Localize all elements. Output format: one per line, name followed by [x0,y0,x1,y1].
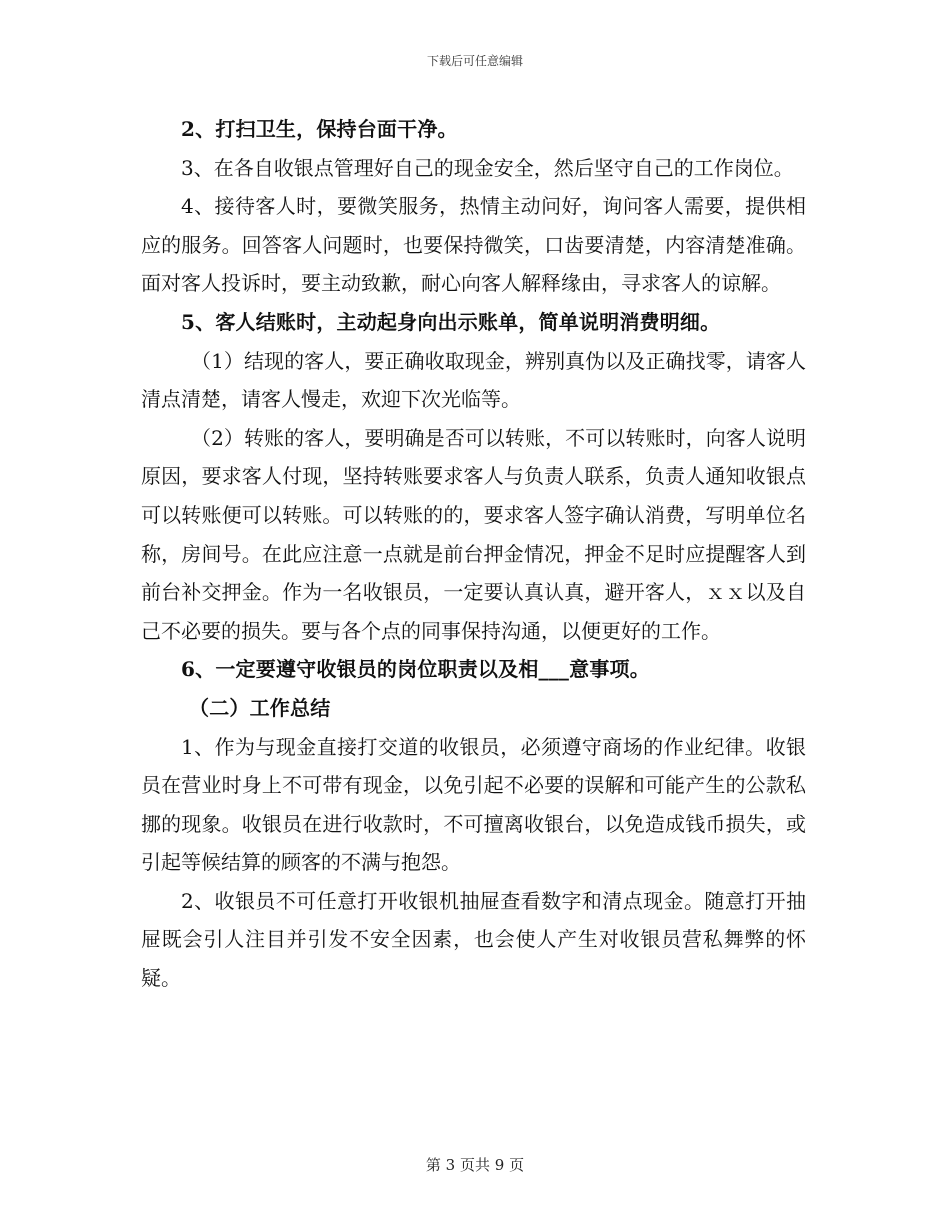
item-3-paragraph: 3、在各自收银点管理好自己的现金安全，然后坚守自己的工作岗位。 [181,155,794,180]
item-6-heading: 6、一定要遵守收银员的岗位职责以及相___意事项。 [181,657,650,682]
document-body [141,110,806,998]
item-5-1-paragraph: （1）结现的客人，要正确收取现金，辨别真伪以及正确找零，请客人清点清楚，请客人慢走，欢迎下次光临等。 [141,348,806,412]
summary-item-2-paragraph: 2、收银员不可任意打开收银机抽屉查看数字和清点现金。随意打开抽屉既会引人注目并引发不安全因素，也会使人产生对收银员营私舞弊的怀疑。 [141,888,806,991]
item-4-paragraph: 4、接待客人时，要微笑服务，热情主动问好，询问客人需要，提供相应的服务。回答客人问题时，也要保持微笑，口齿要清楚，内容清楚准确。面对客人投诉时，要主动致歉，耐心向客人解释缘由，寻求客人的谅解。 [141,194,806,296]
section-2-heading: （二）工作总结 [189,695,331,720]
item-2-heading: 2、打扫卫生，保持台面干净。 [181,117,458,141]
page-footer: 第 3 页共 9 页 [425,1156,525,1174]
item-5-2-paragraph: （2）转账的客人，要明确是否可以转账，不可以转账时，向客人说明原因，要求客人付现，坚持转账要求客人与负责人联系，负责人通知收银点可以转账便可以转账。可以转账的的，要求客人签字确认消费，写明单位名称，房间号。在此应注意一点就是前台押金情况，押金不足时应提醒客人到前台补交押金。作为一名收银员，一定要认真认真，避开客人，ｘｘ以及自己不必要的损失。要与各个点的同事保持沟通，以便更好的工作。 [141,425,806,643]
item-5-heading: 5、客人结账时，主动起身向出示账单，简单说明消费明细。 [181,309,721,334]
summary-item-1-paragraph: 1、作为与现金直接打交道的收银员，必须遵守商场的作业纪律。收银员在营业时身上不可带有现金，以免引起不必要的误解和可能产生的公款私挪的现象。收银员在进行收款时，不可擅离收银台，以免造成钱币损失，或引起等候结算的顾客的不满与抱怨。 [141,734,806,875]
page-header: 下载后可任意编辑 [426,54,523,68]
